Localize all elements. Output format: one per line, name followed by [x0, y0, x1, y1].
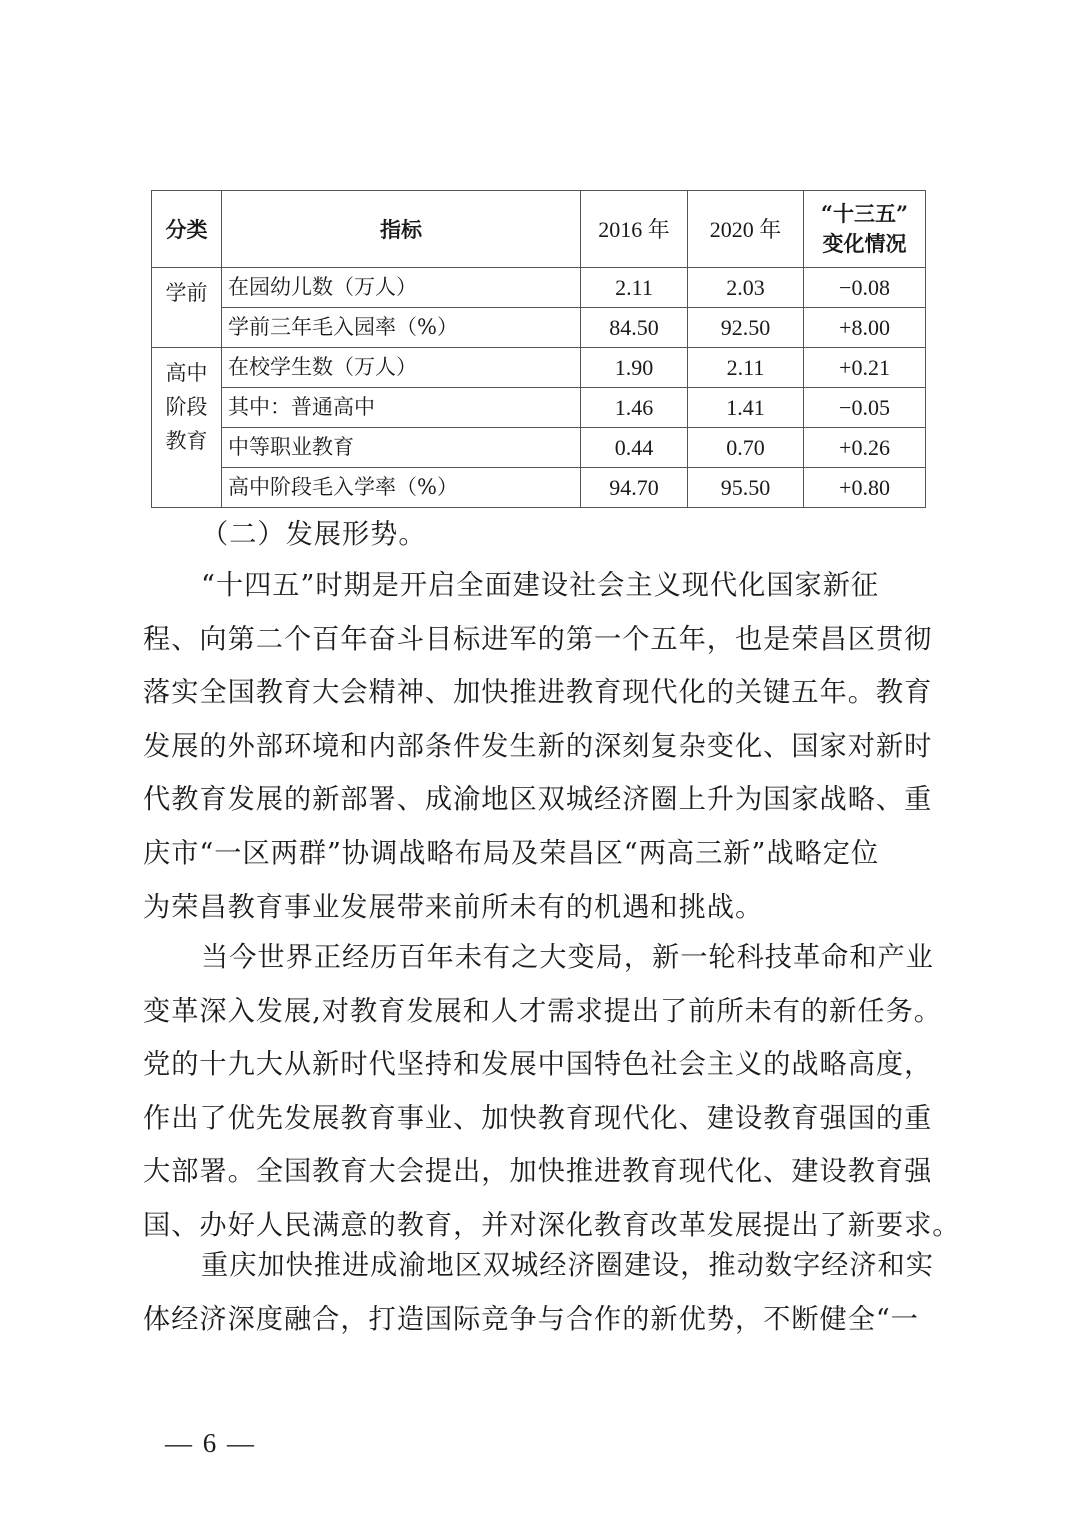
paragraph-line: 为荣昌教育事业发展带来前所未有的机遇和挑战。 — [143, 891, 764, 923]
value-2016-cell: 94.70 — [581, 468, 688, 508]
paragraph-line: 大部署。全国教育大会提出，加快推进教育现代化、建设教育强 — [143, 1156, 933, 1188]
table-header-row — [152, 191, 926, 268]
header-year-2016: 2016 年 — [581, 191, 688, 268]
paragraph-line: 庆市“一区两群”协调战略布局及荣昌区“两高三新”战略定位 — [143, 837, 880, 869]
indicator-cell: 在校学生数（万人） — [222, 348, 581, 388]
statistics-table — [151, 190, 926, 508]
paragraph-line: 代教育发展的新部署、成渝地区双城经济圈上升为国家战略、重 — [143, 784, 933, 816]
section-heading — [143, 508, 943, 562]
table-row — [152, 268, 926, 308]
table-row — [152, 468, 926, 508]
change-cell: +0.80 — [804, 468, 926, 508]
indicator-cell: 高中阶段毛入学率（%） — [222, 468, 581, 508]
change-cell: −0.08 — [804, 268, 926, 308]
header-year-2020: 2020 年 — [688, 191, 804, 268]
table-row — [152, 388, 926, 428]
header-indicator: 指标 — [222, 191, 581, 268]
page-number: — 6 — — [165, 1428, 256, 1458]
table-row — [152, 308, 926, 348]
header-change-line2: 变化情况 — [822, 231, 907, 256]
category-cell — [152, 268, 222, 348]
value-2016-cell: 1.46 — [581, 388, 688, 428]
value-2020-cell: 2.03 — [688, 268, 804, 308]
header-category: 分类 — [152, 191, 222, 268]
value-2020-cell: 92.50 — [688, 308, 804, 348]
table-row — [152, 348, 926, 388]
change-cell: −0.05 — [804, 388, 926, 428]
category-line: 学前 — [165, 281, 208, 305]
paragraph-line: 国、办好人民满意的教育，并对深化教育改革发展提出了新要求。 — [143, 1209, 961, 1241]
indicator-cell: 在园幼儿数（万人） — [222, 268, 581, 308]
value-2016-cell: 1.90 — [581, 348, 688, 388]
category-line: 教育 — [165, 429, 208, 453]
paragraph-line: 党的十九大从新时代坚持和发展中国特色社会主义的战略高度， — [143, 1049, 933, 1081]
category-line: 高中 — [165, 361, 208, 385]
change-cell: +8.00 — [804, 308, 926, 348]
value-2020-cell: 95.50 — [688, 468, 804, 508]
paragraph-line: 程、向第二个百年奋斗目标进军的第一个五年，也是荣昌区贯彻 — [143, 623, 933, 655]
change-cell: +0.21 — [804, 348, 926, 388]
category-line: 阶段 — [165, 395, 208, 419]
value-2020-cell: 0.70 — [688, 428, 804, 468]
paragraph-line: 体经济深度融合，打造国际竞争与合作的新优势，不断健全“一 — [143, 1303, 919, 1335]
indicator-cell: 中等职业教育 — [222, 428, 581, 468]
value-2016-cell: 2.11 — [581, 268, 688, 308]
value-2016-cell: 84.50 — [581, 308, 688, 348]
paragraph-line: “十四五”时期是开启全面建设社会主义现代化国家新征 — [201, 570, 880, 601]
value-2020-cell: 1.41 — [688, 388, 804, 428]
body-paragraph — [143, 931, 961, 1253]
paragraph-line: 变革深入发展,对教育发展和人才需求提出了前所未有的新任务。 — [143, 995, 942, 1027]
value-2016-cell: 0.44 — [581, 428, 688, 468]
paragraph-line: 作出了优先发展教育事业、加快教育现代化、建设教育强国的重 — [143, 1102, 933, 1134]
header-change — [804, 191, 926, 268]
category-cell — [152, 348, 222, 508]
body-paragraph — [143, 1239, 943, 1346]
paragraph-line: 发展的外部环境和内部条件发生新的深刻复杂变化、国家对新时 — [143, 730, 933, 762]
body-paragraph — [143, 559, 943, 934]
table-row — [152, 428, 926, 468]
paragraph-line: 当今世界正经历百年未有之大变局，新一轮科技革命和产业 — [201, 942, 934, 973]
change-cell: +0.26 — [804, 428, 926, 468]
value-2020-cell: 2.11 — [688, 348, 804, 388]
header-change-line1: “十三五” — [820, 201, 909, 226]
indicator-cell: 学前三年毛入园率（%） — [222, 308, 581, 348]
paragraph-line: 落实全国教育大会精神、加快推进教育现代化的关键五年。教育 — [143, 677, 933, 709]
indicator-cell: 其中：普通高中 — [222, 388, 581, 428]
section-heading-text: （二）发展形势。 — [201, 519, 427, 550]
paragraph-line: 重庆加快推进成渝地区双城经济圈建设，推动数字经济和实 — [201, 1250, 934, 1281]
